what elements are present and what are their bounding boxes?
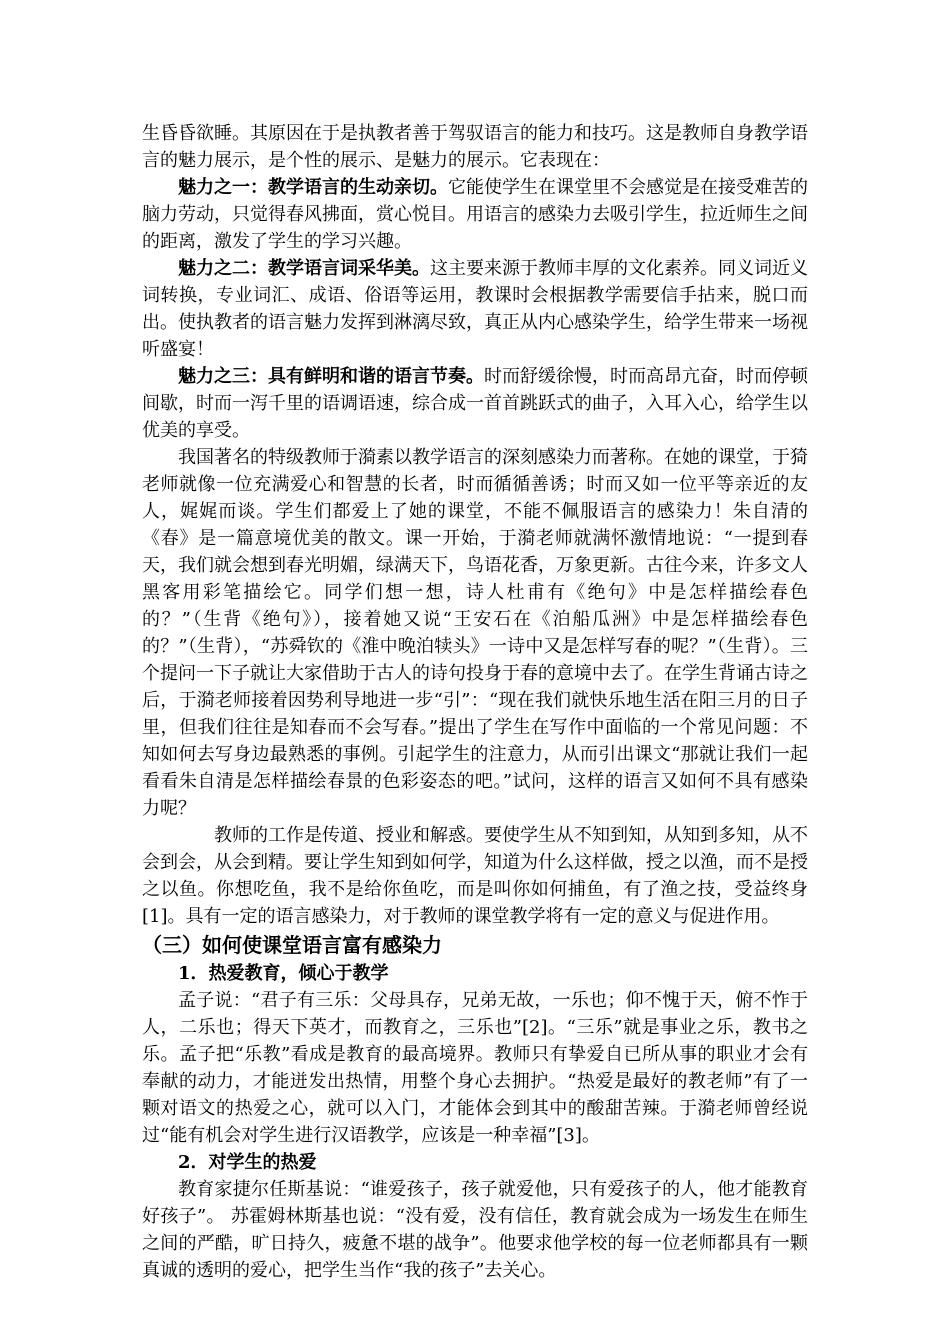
subsection-heading-1: 1．热爱教育，倾心于教学 <box>178 963 389 984</box>
section-heading: （三）如何使课堂语言富有感染力 <box>142 933 442 957</box>
paragraph-yu-yi-example <box>142 444 808 822</box>
paragraph-charm-3 <box>142 363 808 444</box>
paragraph-text: 这主要来源于教师丰厚的文化素养。同义词近义词转换，专业词汇、成语、俗语等运用，教课时会根据教学需要信手拈来，脱口而出。使执教者的语言魅力发挥到淋漓尽致，真正从内心感染学生，给学生带来一场视听盛宴！ <box>142 258 808 360</box>
subsection-paragraph-1: 孟子说：“君子有三乐：父母具存，兄弟无故，一乐也；仰不愧于天，俯不怍于人，二乐也；得天下英才，而教育之，三乐也”[2]。“三乐”就是事业之乐，教书之乐。孟子把“乐教”看成是教育的最高境界。教师只有挚爱自已所从事的职业才会有奉献的动力，才能迸发出热情，用整个身心去拥护。“热爱是最好的教老师”有了一颗对语文的热爱之心，就可以入门，才能体会到其中的酸甜苦辣。于漪老师曾经说过“能有机会对学生进行汉语教学，应该是一种幸福”[3]。 <box>142 990 808 1146</box>
paragraph-text: 它能使学生在课堂里不会感觉是在接受难苦的脑力劳动，只觉得春风拂面，赏心悦目。用语言的感染力去吸引学生，拉近师生之间的距离，激发了学生的学习兴趣。 <box>142 177 808 252</box>
paragraph-charm-2 <box>142 255 808 363</box>
paragraph-lead: 魅力之三：具有鲜明和谐的语言节奏。 <box>178 366 484 387</box>
paragraph-lead: 魅力之二：教学语言词采华美。 <box>178 258 430 279</box>
paragraph-text: 教师的工作是传道、授业和解惑。要使学生从不知到知，从知到多知，从不会到会，从会到精。要让学生知到如何学，知道为什么这样做，授之以渔，而不是授之以鱼。你想吃鱼，我不是给你鱼吃，而是叫你如何捕鱼，有了渔之技，受益终身[1]。具有一定的语言感染力，对于教师的课堂教学将有一定的意义与促进作用。 <box>142 825 808 927</box>
document-page <box>142 120 808 1284</box>
paragraph-text: 我国著名的特级教师于漪素以教学语言的深刻感染力而著称。在她的课堂，于猗老师就像一位充满爱心和智慧的长者，时而循循善诱；时而又如一位平等亲近的友人，娓娓而谈。学生们都爱上了她的课堂，不能不佩服语言的感染力！朱自清的《春》是一篇意境优美的散文。课一开始，于漪老师就满怀激情地说：“一提到春天，我们就会想到春光明媚，绿满天下，鸟语花香，万象更新。古往今来，许多文人黑客用彩笔描绘它。同学们想一想，诗人杜甫有《绝句》中是怎样描绘春色的？”（生背《绝句》），接着她又说“王安石在《泊船瓜洲》中是怎样描绘春色的？”（生背），“苏舜钦的《淮中晚泊犊头》一诗中又是怎样写春的呢？”（生背）。三个提问一下子就让大家借助于古人的诗句投身于春的意境中去了。在学生背诵古诗之后，于漪老师接着因势利导地进一步“引”：“现在我们就快乐地生活在阳三月的日子里，但我们往往是知春而不会写春。”提出了学生在写作中面临的一个常见问题：不知如何去写身边最熟悉的事例。引起学生的注意力，从而引出课文“那就让我们一起看看朱自清是怎样描绘春景的色彩姿态的吧。”试问，这样的语言又如何不具有感染力呢？ <box>142 447 808 819</box>
paragraph-charm-1 <box>142 174 808 255</box>
paragraph-teacher-work <box>142 822 808 930</box>
paragraph-text: 时而舒缓徐慢，时而高昂亢奋，时而停顿间歇，时而一泻千里的语调语速，综合成一首首跳跃式的曲子，入耳入心，给学生以优美的享受。 <box>142 366 808 441</box>
paragraph-text: 生昏昏欲睡。其原因在于是执教者善于驾驭语言的能力和技巧。这是教师自身教学语言的魅力展示，是个性的展示、是魅力的展示。它表现在： <box>142 123 808 171</box>
subsection-paragraph-2: 教育家捷尔任斯基说：“谁爱孩子，孩子就爱他，只有爱孩子的人，他才能教育好孩子”。 苏霍姆林斯基也说：“没有爱，没有信任，教育就会成为一场发生在师生之间的严酷，旷日持久，疲惫不堪的战争”。他要求他学校的每一位老师都具有一颗真诚的透明的爱心，把学生当作“我的孩子”去关心。 <box>142 1179 808 1281</box>
subsection-heading-2: 2．对学生的热爱 <box>178 1152 317 1173</box>
paragraph-intro <box>142 120 808 174</box>
paragraph-lead: 魅力之一：教学语言的生动亲切。 <box>178 177 448 198</box>
